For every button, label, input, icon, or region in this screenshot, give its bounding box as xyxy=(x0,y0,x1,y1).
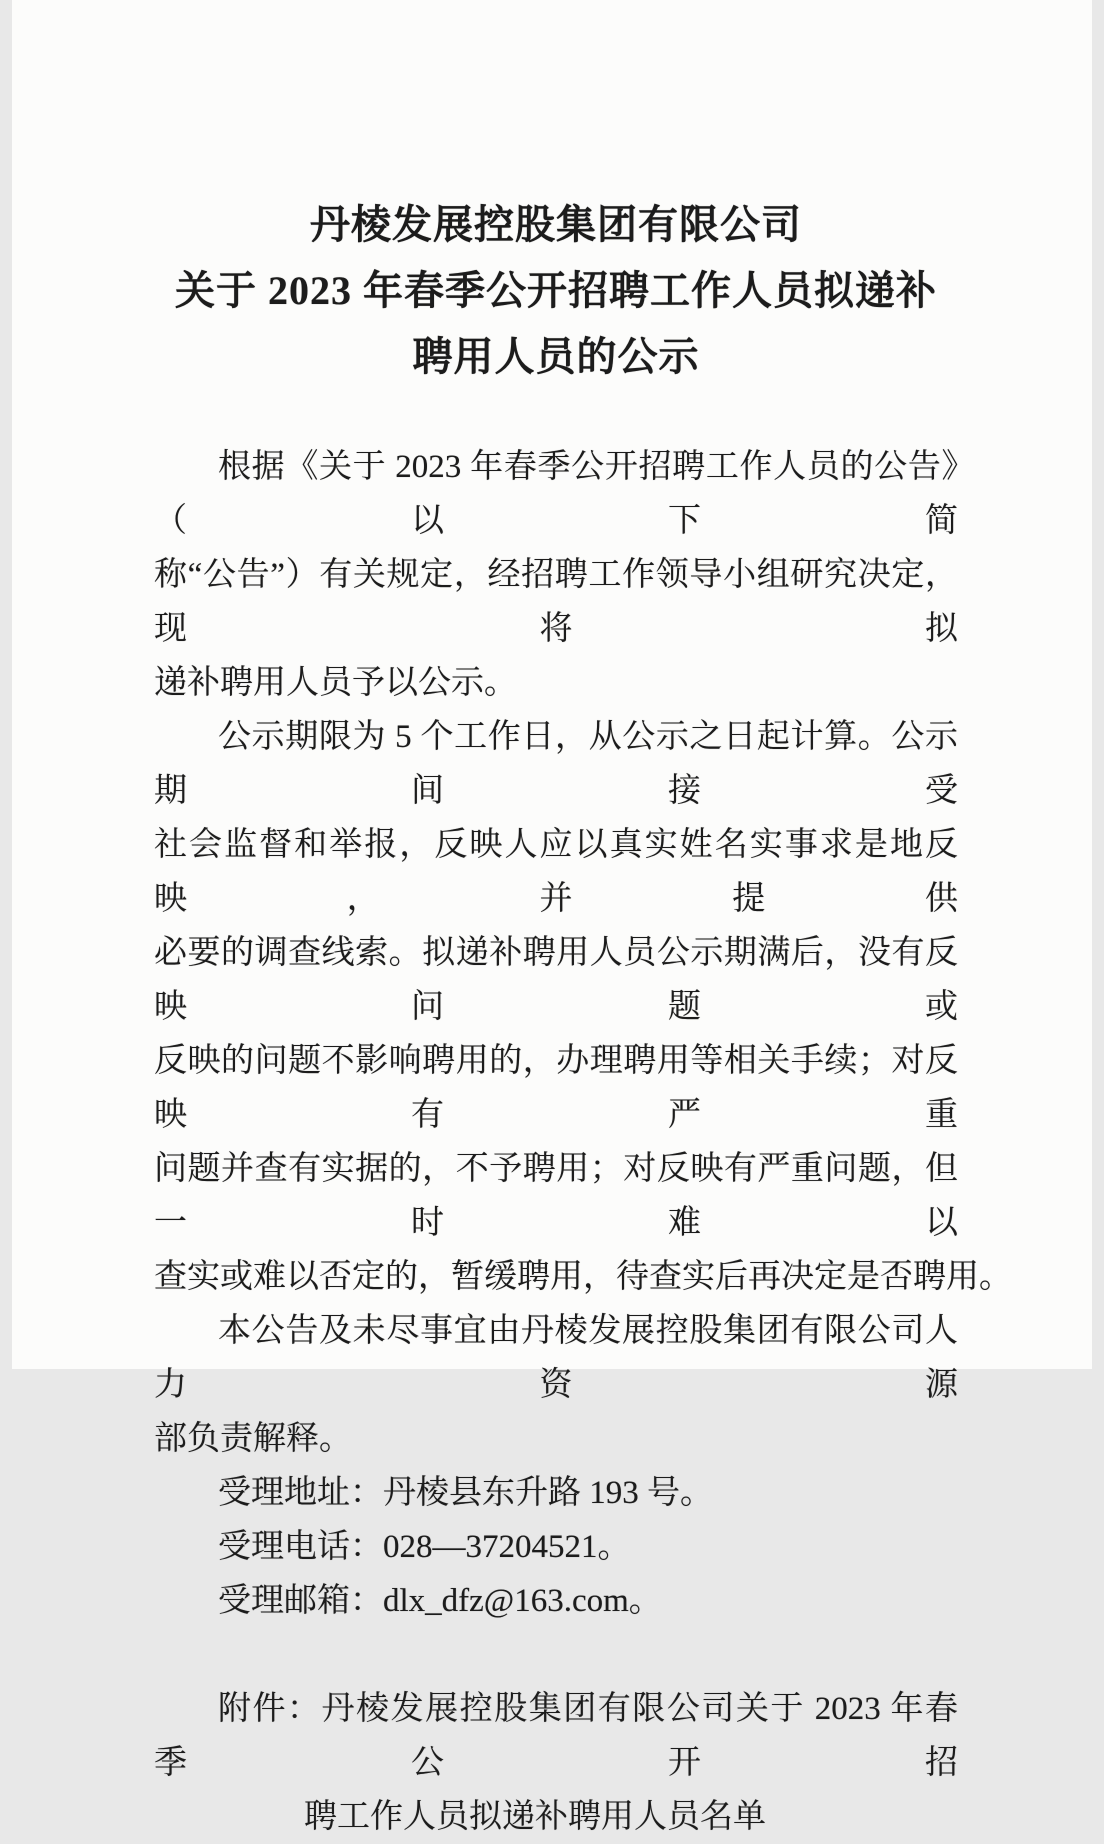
paragraph-basis xyxy=(154,440,958,710)
text-line: 本公告及未尽事宜由丹棱发展控股集团有限公司人力资源 xyxy=(154,1313,958,1403)
title-line-company: 丹棱发展控股集团有限公司 xyxy=(310,202,802,247)
announcement-page xyxy=(12,0,1092,1835)
paragraph-publicity-period xyxy=(154,710,1012,1304)
contact-email-line: 受理邮箱：dlx_dfz@163.com。 xyxy=(218,1583,662,1619)
document-body xyxy=(154,440,1012,1844)
text-line: 社会监督和举报，反映人应以真实姓名实事求是地反映，并提供 xyxy=(154,827,958,917)
text-line: 公示期限为 5 个工作日，从公示之日起计算。公示期间接受 xyxy=(154,719,958,809)
title-line-subject: 关于 2023 年春季公开招聘工作人员拟递补 xyxy=(175,268,937,313)
text-line: 查实或难以否定的，暂缓聘用，待查实后再决定是否聘用。 xyxy=(154,1259,1012,1295)
spacer xyxy=(154,1628,958,1682)
contact-address-line: 受理地址：丹棱县东升路 193 号。 xyxy=(218,1475,713,1511)
contact-phone-line: 受理电话：028—37204521。 xyxy=(218,1529,631,1565)
text-line: 递补聘用人员予以公示。 xyxy=(154,665,517,701)
attachment-note xyxy=(154,1682,958,1844)
text-line: 称“公告”）有关规定，经招聘工作领导小组研究决定，现将拟 xyxy=(154,557,958,647)
text-line: 反映的问题不影响聘用的，办理聘用等相关手续；对反映有严重 xyxy=(154,1043,958,1133)
paragraph-interpretation xyxy=(154,1304,958,1466)
document-title xyxy=(154,192,958,390)
text-line: 问题并查有实据的，不予聘用；对反映有严重问题，但一时难以 xyxy=(154,1151,958,1241)
contact-block xyxy=(154,1466,958,1628)
text-line: 根据《关于 2023 年春季公开招聘工作人员的公告》（以下简 xyxy=(154,449,958,539)
text-line: 必要的调查线索。拟递补聘用人员公示期满后，没有反映问题或 xyxy=(154,935,958,1025)
attachment-line: 附件：丹棱发展控股集团有限公司关于 2023 年春季公开招 xyxy=(154,1691,958,1781)
title-line-subject-cont: 聘用人员的公示 xyxy=(412,334,700,379)
attachment-line-continuation: 聘工作人员拟递补聘用人员名单 xyxy=(304,1799,766,1835)
text-line: 部负责解释。 xyxy=(154,1421,352,1457)
